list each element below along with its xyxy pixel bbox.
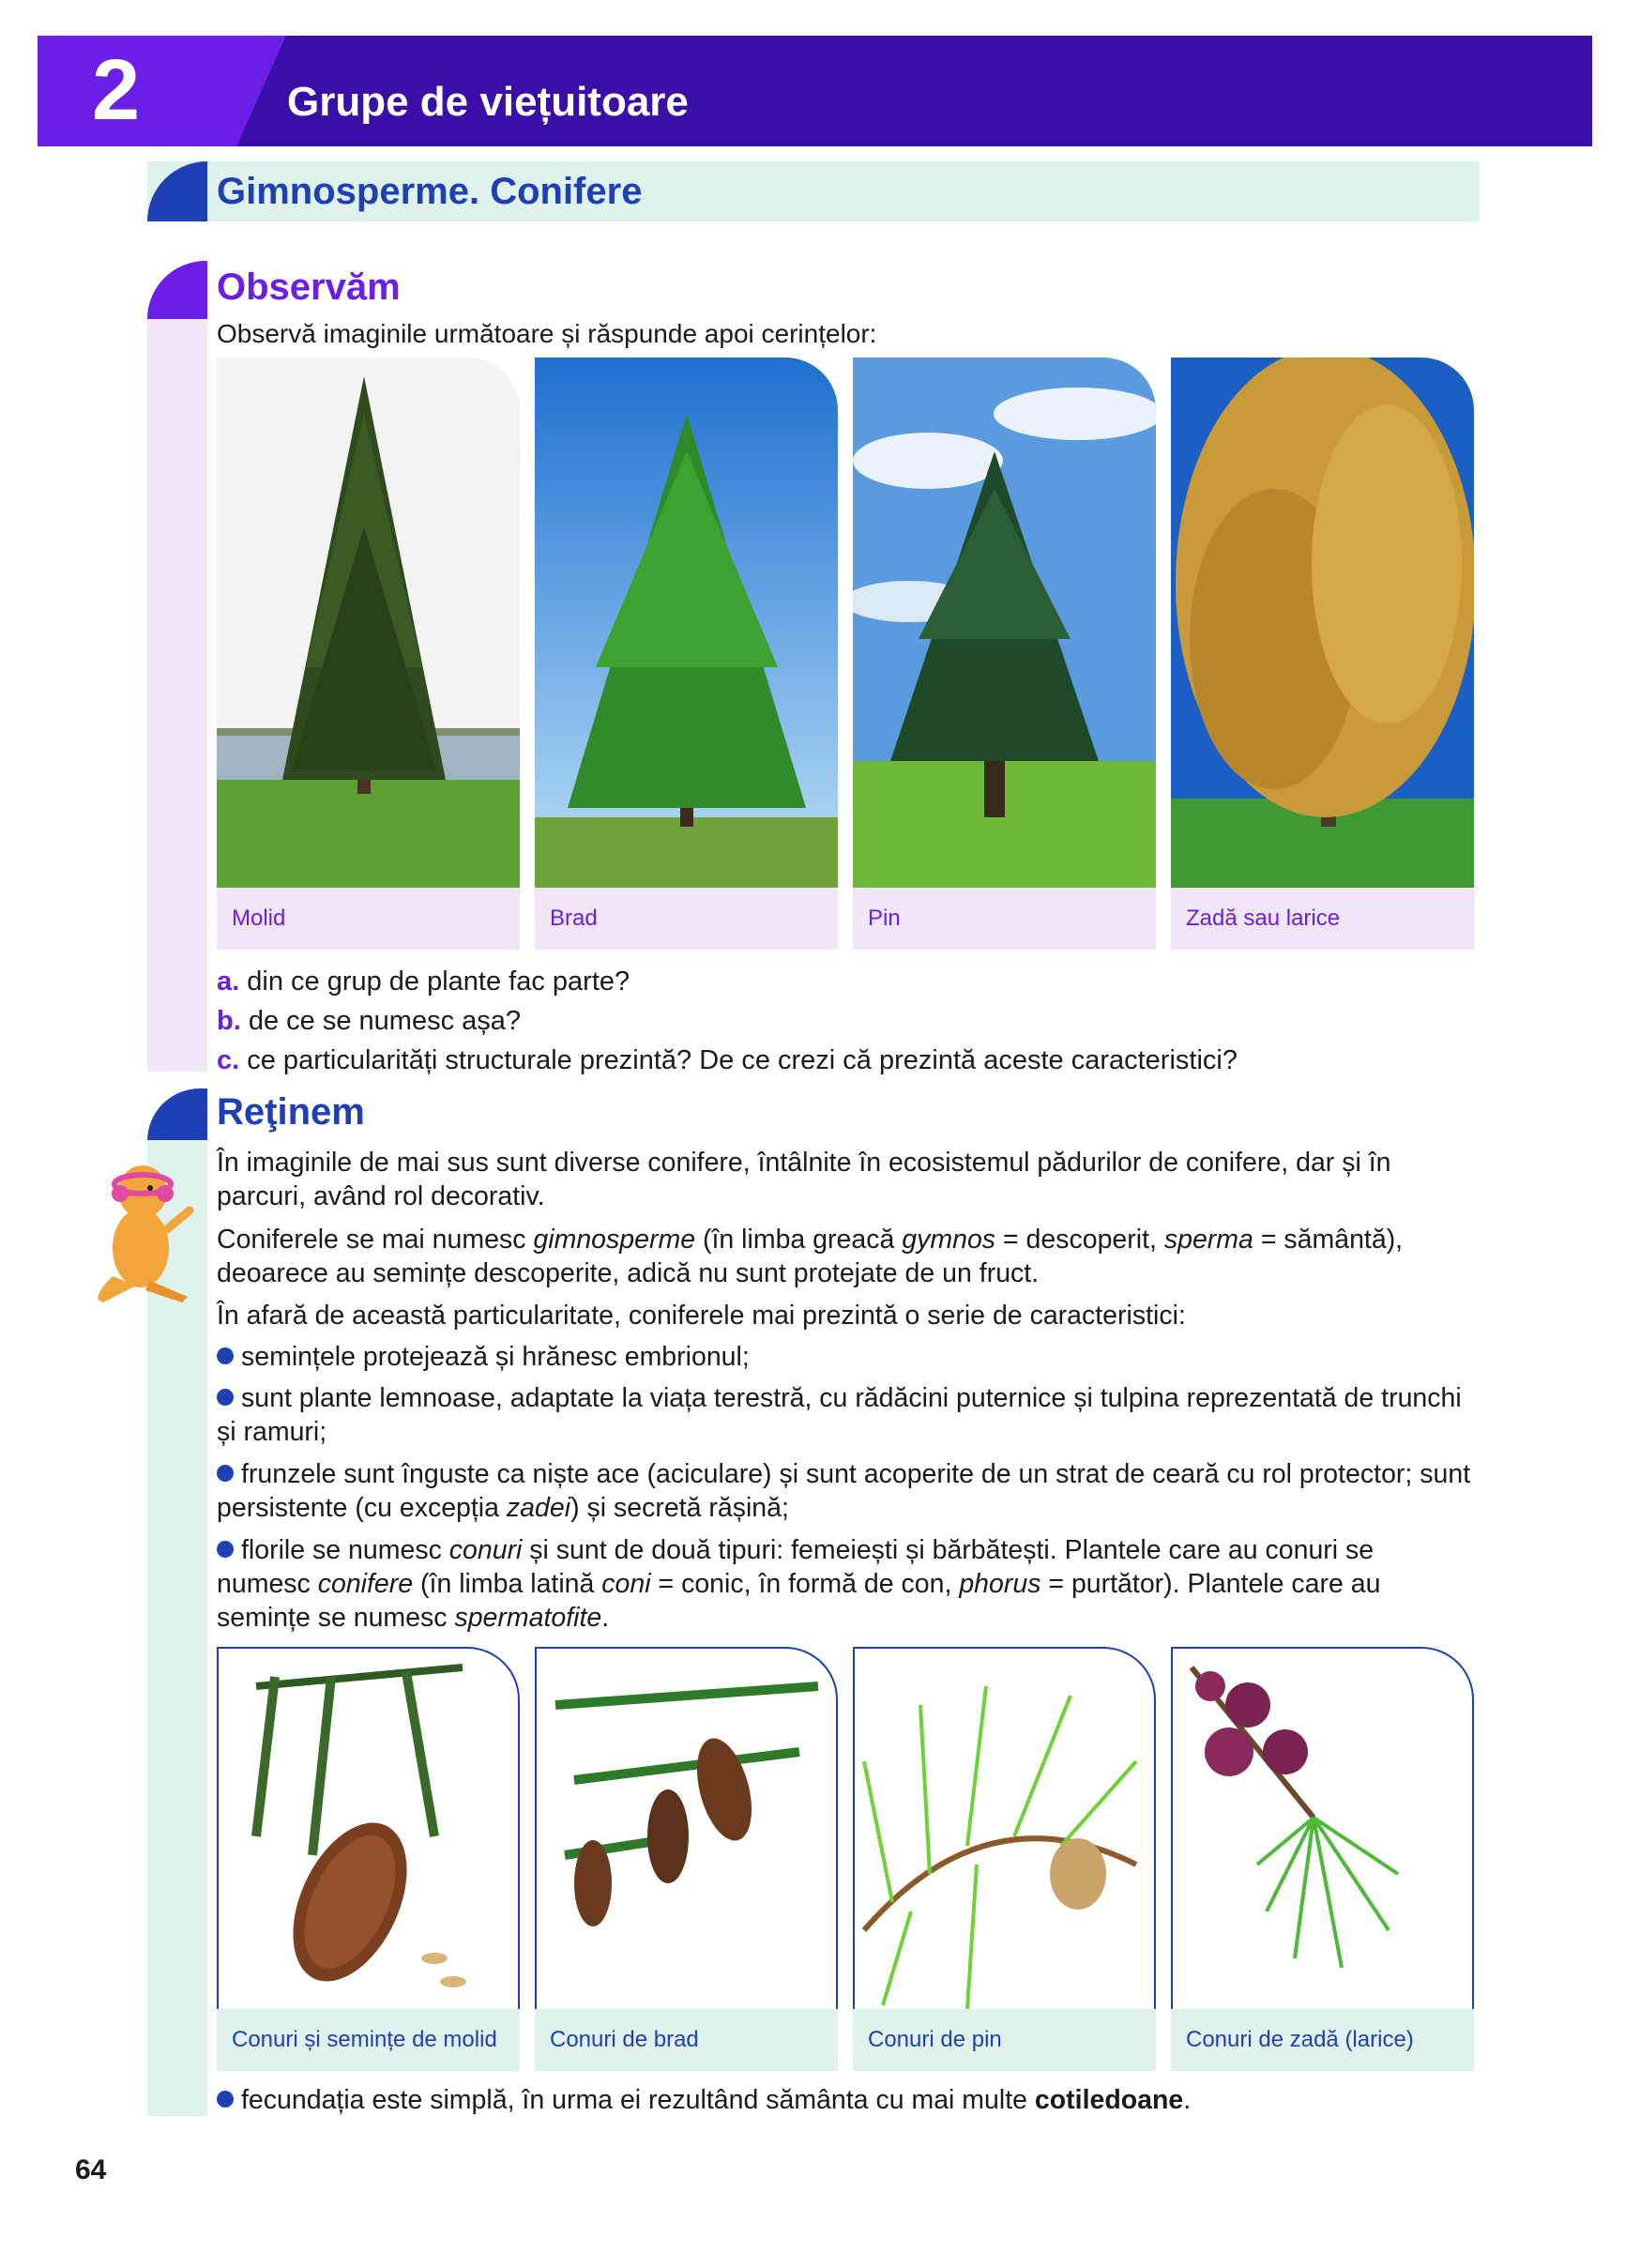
cone-card-pin	[853, 1647, 1156, 2071]
tree-caption-pin: Pin	[853, 888, 1156, 950]
retinem-paragraph-3: În afară de această particularitate, coniferele mai prezintă o serie de caracteristici:	[217, 1301, 1186, 1331]
cone-card-molid	[217, 1647, 520, 2071]
chapter-number-block	[38, 36, 286, 146]
text-run: frunzele sunt înguste ca niște ace (aciculare) și sunt acoperite de un strat de ceară cu rol protector; sunt persistente (cu excepția	[217, 1459, 1471, 1523]
section-corner-decoration	[147, 161, 207, 221]
retinem-paragraph-2	[217, 1223, 1474, 1290]
question-b	[217, 1006, 521, 1037]
tree-card-brad	[535, 358, 838, 950]
pine-tree-image	[853, 358, 1156, 888]
tree-caption-brad: Brad	[535, 888, 838, 950]
cone-caption-pin: Conuri de pin	[853, 2009, 1156, 2071]
term-coni: coni	[601, 1569, 651, 1599]
tree-card-zada	[1171, 358, 1474, 950]
tree-caption-molid: Molid	[217, 888, 520, 950]
text-run: = sământă), deoarece au semințe descoperite, adică nu sunt protejate de un fruct.	[217, 1225, 1404, 1288]
retinem-corner-decoration	[147, 1088, 207, 1141]
cone-caption-brad: Conuri de brad	[535, 2009, 838, 2071]
section-title-bar	[147, 161, 1480, 221]
fir-tree-image	[535, 358, 838, 888]
larch-tree-image	[1171, 358, 1474, 888]
retinem-heading: Reţinem	[217, 1091, 365, 1133]
bullet-text: sunt plante lemnoase, adaptate la viața terestră, cu rădăcini puternice și tulpina reprezentată de trunchi și ramuri;	[217, 1383, 1462, 1447]
text-run: = conic, în formă de con,	[650, 1569, 960, 1599]
fir-cone-image	[535, 1647, 838, 2009]
cone-card-zada	[1171, 1647, 1474, 2071]
bullet-icon	[217, 1541, 234, 1558]
question-c	[217, 1045, 1238, 1076]
question-text: de ce se numesc așa?	[248, 1006, 522, 1036]
term-cotiledoane: cotiledoane	[1034, 2085, 1184, 2115]
bullet-icon	[217, 1465, 234, 1482]
bullet-5	[217, 2083, 1474, 2117]
text-run: (în limba latină	[413, 1569, 602, 1599]
text-run: florile se numesc	[241, 1535, 449, 1565]
chapter-header	[38, 36, 1592, 146]
observam-corner-decoration	[147, 261, 207, 319]
pine-cone-image	[853, 1647, 1156, 2009]
section-title: Gimnosperme. Conifere	[217, 171, 643, 212]
spruce-cone-image	[217, 1647, 520, 2009]
text-run: ) și secretă rășină;	[570, 1493, 789, 1523]
cone-caption-molid: Conuri și semințe de molid	[217, 2009, 520, 2071]
text-run: .	[1183, 2085, 1192, 2115]
term-gimnosperme: gimnosperme	[533, 1225, 696, 1255]
term-conifere: conifere	[317, 1569, 414, 1599]
cone-caption-zada: Conuri de zadă (larice)	[1171, 2009, 1474, 2071]
tree-caption-zada: Zadă sau larice	[1171, 888, 1474, 950]
question-text: din ce grup de plante fac parte?	[247, 967, 630, 997]
bullet-icon	[217, 1347, 234, 1364]
chapter-title: Grupe de viețuitoare	[287, 79, 689, 125]
question-text: ce particularități structurale prezintă? De ce crezi că prezintă aceste caracteristici?	[247, 1045, 1238, 1075]
question-label: a.	[217, 967, 240, 997]
text-run: = purtător). Plantele care au semințe se numesc	[217, 1569, 1381, 1633]
term-spermatofite: spermatofite	[454, 1603, 602, 1633]
observam-side-strip	[147, 319, 207, 1072]
tree-card-pin	[853, 358, 1156, 950]
question-label: b.	[217, 1006, 241, 1036]
tree-card-molid	[217, 358, 520, 950]
term-gymnos: gymnos	[902, 1225, 996, 1255]
question-a	[217, 967, 630, 997]
page-number: 64	[75, 2154, 107, 2185]
bullet-3	[217, 1457, 1474, 1525]
bullet-icon	[217, 1389, 234, 1406]
observam-heading: Observăm	[217, 266, 401, 308]
spruce-tree-image	[217, 358, 520, 888]
term-sperma: sperma	[1163, 1225, 1253, 1255]
bullet-1	[217, 1340, 1474, 1374]
text-run: și sunt de două tipuri: femeiești și bărbătești. Plantele care au conuri se numesc	[217, 1535, 1374, 1599]
text-run: Coniferele se mai numesc	[217, 1225, 534, 1255]
text-run: .	[601, 1603, 610, 1633]
bullet-2	[217, 1381, 1474, 1449]
cone-card-brad	[535, 1647, 838, 2071]
bullet-icon	[217, 2091, 234, 2108]
term-conuri: conuri	[448, 1535, 523, 1565]
chapter-number: 2	[92, 42, 141, 138]
term-phorus: phorus	[959, 1569, 1041, 1599]
term-zadei: zadei	[506, 1493, 571, 1523]
question-label: c.	[217, 1045, 240, 1075]
text-run: (în limba greacă	[695, 1225, 903, 1255]
text-run: fecundația este simplă, în urma ei rezultând sământa cu mai multe	[241, 2085, 1035, 2115]
larch-cone-image	[1171, 1647, 1474, 2009]
bullet-text: semințele protejează și hrănesc embrionul;	[241, 1342, 750, 1372]
observam-intro: Observă imaginile următoare și răspunde apoi cerințelor:	[217, 319, 877, 348]
kangaroo-mascot-icon	[84, 1145, 197, 1304]
bullet-4	[217, 1533, 1474, 1635]
retinem-paragraph-1: În imaginile de mai sus sunt diverse conifere, întâlnite în ecosistemul pădurilor de conifere, dar și în parcuri, având rol decorativ.	[217, 1148, 1391, 1211]
text-run: = descoperit,	[995, 1225, 1164, 1255]
